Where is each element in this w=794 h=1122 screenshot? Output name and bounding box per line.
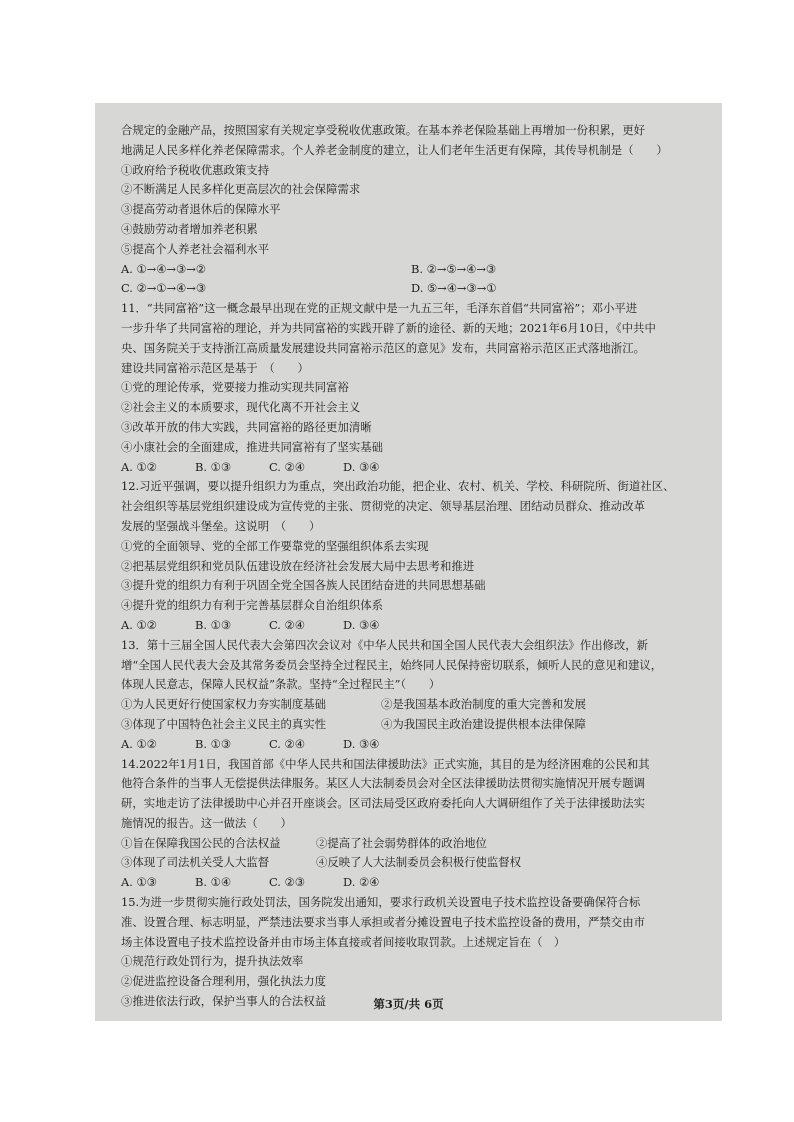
option-item: ③提升党的组织力有利于巩固全党全国各族人民团结奋进的共同思想基础	[121, 578, 486, 593]
choice-b: B. ②→⑤→④→③	[411, 261, 497, 276]
choice-b: B. ①③	[195, 617, 232, 632]
option-row	[121, 715, 711, 735]
choice-a: A. ①②	[121, 617, 157, 632]
option-row	[121, 853, 711, 873]
option-item: ②不断满足人民多样化更高层次的社会保障需求	[121, 182, 361, 197]
option-item: ④提升党的组织力有利于完善基层群众自治组织体系	[121, 598, 383, 613]
option-row	[121, 695, 711, 715]
option-item: ④小康社会的全面建成，推进共同富裕有了坚实基础	[121, 439, 383, 454]
answer-choices	[121, 616, 711, 636]
question-text-line: 体现人民意志，保障人民权益”条款。坚持“全过程民主”（ ）	[121, 677, 441, 692]
option-item: ③体现了司法机关受人大监督	[121, 855, 270, 870]
choice-a: A. ①③	[121, 875, 157, 890]
question-text-line: 增“全国人民代表大会及其常务委员会坚持全过程民主，始终同人民保持密切联系，倾听人民的意见和建议，	[121, 657, 663, 672]
question-12	[121, 477, 711, 635]
option-item: ②社会主义的本质要求，现代化离不开社会主义	[121, 400, 361, 415]
question-14	[121, 755, 711, 894]
choice-a: A. ①②	[121, 736, 157, 751]
question-text-line: 15.为进一步贯彻实施行政处罚法，国务院发出通知，要求行政机关设置电子技术监控设备要确保符合标	[121, 895, 641, 910]
choice-b: B. ①④	[195, 875, 232, 890]
option-item: ②提高了社会弱势群体的政治地位	[316, 835, 487, 850]
question-text-line: 研，实地走访了法律援助中心并召开座谈会。区司法局受区政府委托向人大调研组作了关于法律援助法实	[121, 796, 645, 811]
choice-c: C. ②→①→④→③	[121, 281, 207, 296]
option-item: ①旨在保障我国公民的合法权益	[121, 835, 281, 850]
option-item: ①党的理论传承，党要接力推动实现共同富裕	[121, 380, 349, 395]
choice-d: D. ②④	[343, 875, 380, 890]
question-13	[121, 636, 711, 755]
question-text-line: 12.习近平强调，要以提升组织力为重点，突出政治功能，把企业、农村、机关、学校、科研院所、街道社区、	[121, 479, 675, 494]
question-text-line: 他符合条件的当事人无偿提供法律服务。某区人大法制委员会对全区法律援助法贯彻实施情况开展专题调	[121, 776, 645, 791]
page-content	[121, 121, 711, 1012]
question-text-line: 14.2022年1月1日，我国首部《中华人民共和国法律援助法》正式实施，其目的是为经济困难的公民和其	[121, 756, 650, 771]
question-10-continued	[121, 121, 711, 299]
question-text-line: 合规定的金融产品，按照国家有关规定享受税收优惠政策。在基本养老保险基础上再增加一份积累，更好	[121, 123, 645, 137]
question-15	[121, 893, 711, 1012]
choice-d: D. ⑤→④→③→①	[411, 281, 497, 296]
choice-d: D. ③④	[343, 617, 380, 632]
page-number: 第3页/共 6页	[373, 997, 444, 1011]
choice-d: D. ③④	[343, 736, 380, 751]
choice-c: C. ②③	[269, 875, 305, 890]
choice-d: D. ③④	[343, 459, 380, 474]
question-text-line: 13．第十三届全国人民代表大会第四次会议对《中华人民共和国全国人民代表大会组织法》作出修改，新	[121, 637, 649, 652]
question-text-line: 地满足人民多样化养老保障需求。个人养老金制度的建立，让人们老年生活更有保障，其传导机制是（ ）	[121, 142, 668, 157]
option-item: ②是我国基本政治制度的重大完善和发展	[381, 697, 587, 712]
option-item: ③提高劳动者退休后的保障水平	[121, 202, 281, 217]
question-text-line: 一步升华了共同富裕的理论，并为共同富裕的实践开辟了新的途径、新的天地；2021年6月10日，《中共中	[121, 320, 656, 335]
answer-choices	[121, 735, 711, 755]
option-item: ④为我国民主政治建设提供根本法律保障	[381, 716, 587, 731]
option-item: ①党的全面领导、党的全部工作要靠党的坚强组织体系去实现	[121, 538, 429, 553]
option-item: ③推进依法行政，保护当事人的合法权益	[121, 994, 327, 1009]
option-item: ⑤提高个人养老社会福利水平	[121, 241, 270, 256]
choice-b: B. ①③	[195, 459, 232, 474]
question-11	[121, 299, 711, 477]
option-item: ②促进监控设备合理利用，强化执法力度	[121, 974, 327, 989]
choice-b: B. ①③	[195, 736, 232, 751]
question-text-line: 发展的坚强战斗堡垒。这说明 （ ）	[121, 518, 321, 533]
option-item: ②把基层党组织和党员队伍建设放在经济社会发展大局中去思考和推进	[121, 558, 475, 573]
question-text-line: 社会组织等基层党组织建设成为宣传党的主张、贯彻党的决定、领导基层治理、团结动员群众、推动改革	[121, 499, 645, 514]
option-item: ④鼓励劳动者增加养老积累	[121, 221, 258, 236]
answer-choices	[121, 873, 711, 893]
question-text-line: 建设共同富裕示范区是基于 （ ）	[121, 360, 309, 375]
question-text-line: 准、设置合理、标志明显，严禁违法要求当事人承担或者分摊设置电子技术监控设备的费用，严禁交由市	[121, 914, 645, 929]
answer-choices	[121, 260, 711, 280]
option-item: ①政府给予税收优惠政策支持	[121, 162, 270, 177]
option-row	[121, 834, 711, 854]
choice-c: C. ②④	[269, 736, 305, 751]
question-text-line: 11．“共同富裕”这一概念最早出现在党的正规文献中是一九五三年，毛泽东首倡“共同富裕”；邓小平进	[121, 301, 638, 316]
answer-choices	[121, 458, 711, 478]
question-text-line: 施情况的报告。这一做法（ ）	[121, 815, 292, 830]
exam-page	[95, 103, 722, 1021]
choice-a: A. ①②	[121, 459, 157, 474]
question-text-line: 场主体设置电子技术监控设备并由市场主体直接或者间接收取罚款。上述规定旨在（ ）	[121, 934, 566, 949]
option-item: ①为人民更好行使国家权力夯实制度基础	[121, 697, 327, 712]
option-item: ④反映了人大法制委员会积极行使监督权	[316, 855, 522, 870]
choice-c: C. ②④	[269, 459, 305, 474]
option-item: ③改革开放的伟大实践，共同富裕的路径更加清晰	[121, 419, 372, 434]
choice-a: A. ①→④→③→②	[121, 261, 206, 276]
answer-choices	[121, 279, 711, 299]
option-item: ①规范行政处罚行为，提升执法效率	[121, 954, 304, 969]
option-item: ③体现了中国特色社会主义民主的真实性	[121, 716, 327, 731]
question-text-line: 央、国务院关于支持浙江高质量发展建设共同富裕示范区的意见》发布，共同富裕示范区正式落地浙江。	[121, 340, 645, 355]
choice-c: C. ②④	[269, 617, 305, 632]
